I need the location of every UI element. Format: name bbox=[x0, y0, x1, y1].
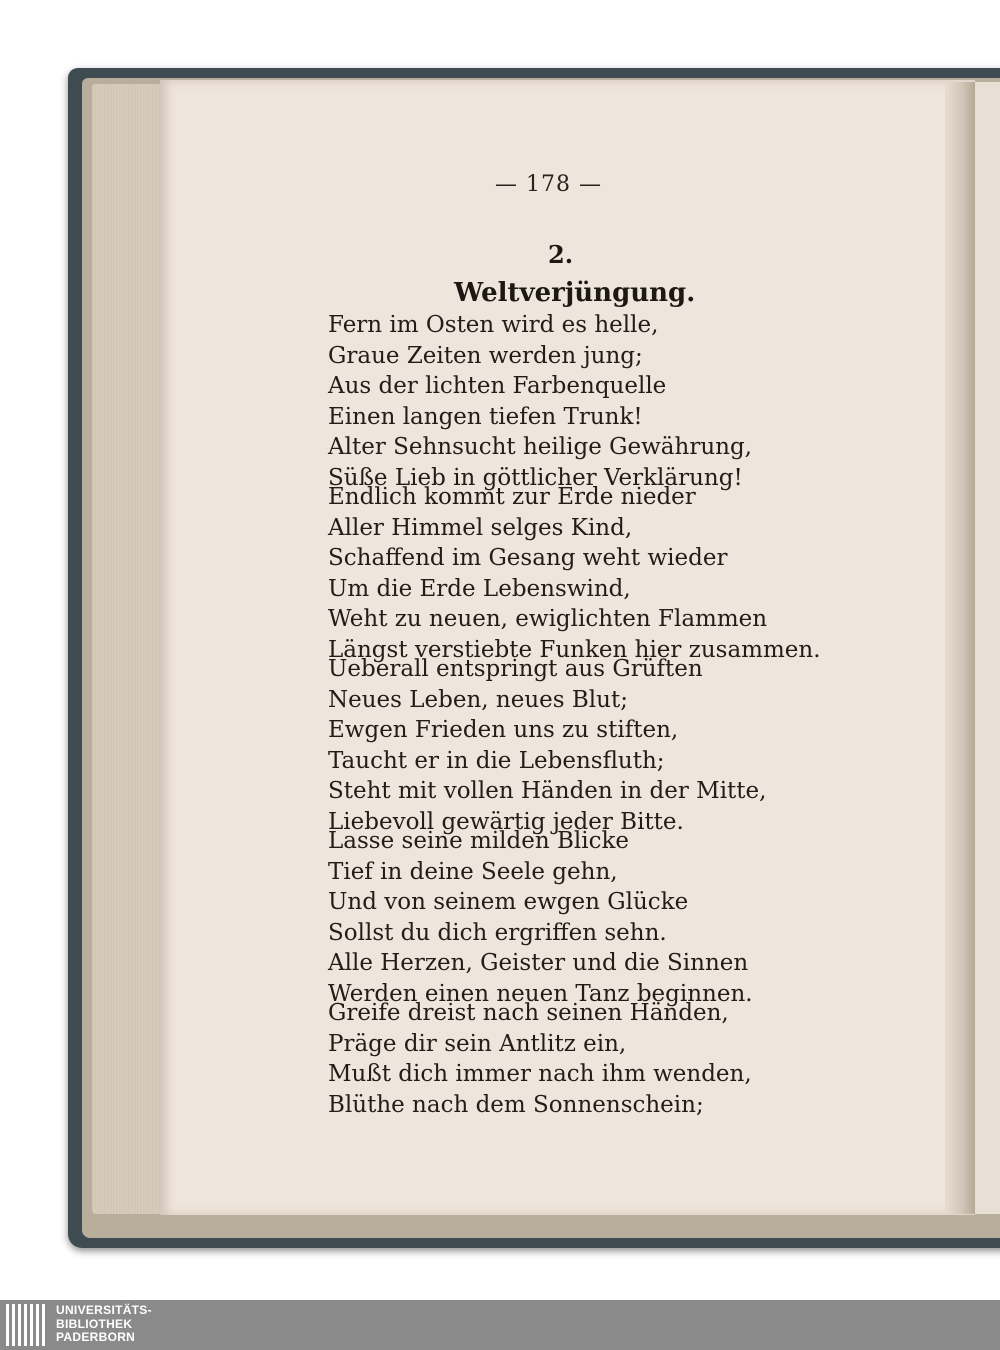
poem-number: 2. bbox=[548, 240, 574, 269]
library-name-line2: BIBLIOTHEK bbox=[56, 1316, 133, 1331]
poem-line: Endlich kommt zur Erde nieder bbox=[328, 484, 696, 510]
poem-line: Fern im Osten wird es helle, bbox=[328, 312, 659, 338]
poem-line: Alter Sehnsucht heilige Gewährung, bbox=[328, 434, 752, 461]
library-logo-icon bbox=[6, 1304, 50, 1346]
poem-line: Greife dreist nach seinen Händen, bbox=[328, 1000, 729, 1026]
stanza-4 bbox=[328, 826, 753, 1010]
poem-line: Sollst du dich ergriffen sehn. bbox=[328, 919, 667, 946]
page-edges bbox=[92, 84, 164, 1214]
poem-line: Aus der lichten Farbenquelle bbox=[328, 373, 667, 400]
poem-line: Ueberall entspringt aus Grüften bbox=[328, 656, 703, 682]
poem-line: Alle Herzen, Geister und die Sinnen bbox=[328, 950, 749, 977]
poem-line: Und von seinem ewgen Glücke bbox=[328, 889, 689, 916]
poem-line: Neues Leben, neues Blut; bbox=[328, 686, 628, 713]
poem-line: Um die Erde Lebenswind, bbox=[328, 575, 631, 602]
poem-line: Taucht er in die Lebensfluth; bbox=[328, 747, 665, 774]
poem-line: Präge dir sein Antlitz ein, bbox=[328, 1030, 627, 1057]
poem-line: Werden einen neuen Tanz beginnen. bbox=[328, 980, 753, 1007]
library-name-line3: PADERBORN bbox=[56, 1330, 136, 1344]
poem-line: Längst verstiebte Funken hier zusammen. bbox=[328, 636, 821, 663]
stanza-1 bbox=[328, 310, 752, 494]
facing-page-edge bbox=[972, 82, 1000, 1214]
stanza-2 bbox=[328, 482, 821, 666]
poem-line: Liebevoll gewärtig jeder Bitte. bbox=[328, 808, 684, 835]
poem-line: Schaffend im Gesang weht wieder bbox=[328, 545, 728, 572]
poem-line: Blüthe nach dem Sonnenschein; bbox=[328, 1091, 704, 1118]
library-footer-bar bbox=[0, 1300, 1000, 1350]
stanza-5 bbox=[328, 998, 752, 1120]
poem-title: Weltverjüngung. bbox=[454, 278, 696, 308]
page-gutter bbox=[945, 82, 975, 1214]
poem-line: Süße Lieb in göttlicher Verklärung! bbox=[328, 464, 743, 491]
poem-line: Einen langen tiefen Trunk! bbox=[328, 403, 643, 430]
stanza-3 bbox=[328, 654, 766, 838]
poem-line: Weht zu neuen, ewiglichten Flammen bbox=[328, 606, 768, 633]
library-name bbox=[56, 1304, 152, 1345]
library-name-line1: UNIVERSITÄTS- bbox=[56, 1303, 152, 1317]
page-number: — 178 — bbox=[495, 172, 602, 197]
poem-line: Mußt dich immer nach ihm wenden, bbox=[328, 1061, 752, 1088]
poem-line: Aller Himmel selges Kind, bbox=[328, 514, 633, 541]
poem-line: Lasse seine milden Blicke bbox=[328, 828, 630, 854]
poem-line: Graue Zeiten werden jung; bbox=[328, 342, 643, 369]
poem-line: Steht mit vollen Händen in der Mitte, bbox=[328, 778, 767, 805]
poem-line: Tief in deine Seele gehn, bbox=[328, 858, 618, 885]
poem-line: Ewgen Frieden uns zu stiften, bbox=[328, 717, 679, 744]
